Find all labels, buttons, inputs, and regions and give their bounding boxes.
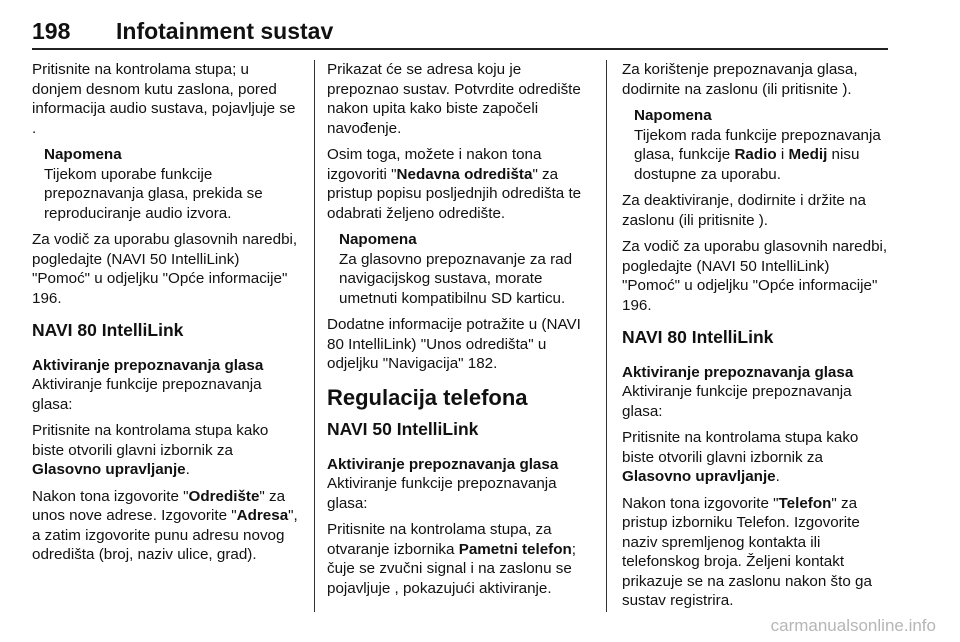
text-run: " za unos nove adrese. Izgovorite " xyxy=(32,487,286,524)
subheading: Aktiviranje prepoznavanja glasa xyxy=(622,363,854,381)
text-run: Nakon tona izgovorite " xyxy=(32,487,189,505)
bold-term: Adresa xyxy=(236,507,289,524)
paragraph: Aktiviranje funkcije prepoznavanja glasa: xyxy=(32,376,262,413)
bold-term: Nedavna odredišta xyxy=(396,165,533,183)
paragraph xyxy=(622,494,890,611)
paragraph: Za korištenje prepoznavanja glasa, dodirnite na zaslonu (ili pritisnite ). xyxy=(622,61,858,98)
paragraph xyxy=(32,487,298,565)
bold-term: Medij xyxy=(788,146,828,163)
text-run: . xyxy=(185,461,190,478)
text-run: Pritisnite na kontrolama stupa kako biste otvorili glavni izbornik za xyxy=(622,429,859,466)
paragraph: Aktiviranje funkcije prepoznavanja glasa: xyxy=(622,383,852,420)
note-title: Napomena xyxy=(44,146,122,163)
note-box xyxy=(32,145,298,223)
paragraph: Dodatne informacije potražite u (NAVI 80 IntelliLink) "Unos odredišta" u odjeljku "Navigacija" 182. xyxy=(327,316,581,372)
paragraph: Pritisnite na kontrolama stupa; u donjem desnom kutu zaslona, pored informacija audio sustava, pojavljuje se . xyxy=(32,61,296,137)
column-right xyxy=(622,60,890,618)
chapter-heading: Regulacija telefona xyxy=(327,384,528,410)
column-middle xyxy=(327,60,595,605)
note-text: Tijekom uporabe funkcije prepoznavanja glasa, prekida se reproduciranje audio izvora. xyxy=(44,165,263,222)
note-title: Napomena xyxy=(339,231,417,248)
paragraph: Prikazat će se adresa koju je prepoznao sustav. Potvrdite odredište nakon upita kako biste započeli navođenje. xyxy=(327,61,581,137)
text-run: . xyxy=(775,468,780,485)
paragraph: Za deaktiviranje, dodirnite i držite na zaslonu (ili pritisnite ). xyxy=(622,192,866,229)
section-heading: NAVI 80 IntelliLink xyxy=(622,327,774,347)
bold-term: Radio xyxy=(734,146,777,163)
text-run: i xyxy=(776,146,789,163)
bold-term: Telefon xyxy=(778,494,832,512)
bold-term: Glasovno upravljanje xyxy=(622,468,776,485)
text-run: nisu dostupne za uporabu. xyxy=(634,146,860,183)
bold-term: Glasovno upravljanje xyxy=(32,461,186,478)
bold-term: Pametni telefon xyxy=(458,540,572,558)
text-run: ", a zatim izgovorite punu adresu novog odredišta (broj, naziv ulice, grad). xyxy=(32,507,298,563)
text-run: Pritisnite na kontrolama stupa, za otvaranje izbornika xyxy=(327,521,552,558)
note-text xyxy=(634,127,881,183)
paragraph: Za vodič za uporabu glasovnih naredbi, pogledajte (NAVI 50 IntelliLink) "Pomoć" u odjeljku "Opće informacije" 196. xyxy=(32,231,298,307)
section-heading: NAVI 50 IntelliLink xyxy=(327,419,479,439)
section-heading: NAVI 80 IntelliLink xyxy=(32,320,184,340)
text-run: Tijekom rada funkcije prepoznavanja glasa, funkcije xyxy=(634,126,881,163)
subheading: Aktiviranje prepoznavanja glasa xyxy=(327,455,559,473)
subheading: Aktiviranje prepoznavanja glasa xyxy=(32,356,264,374)
column-divider xyxy=(606,60,607,612)
paragraph xyxy=(327,145,595,223)
note-box xyxy=(622,106,890,184)
note-title: Napomena xyxy=(634,107,712,124)
column-divider xyxy=(314,60,315,612)
note-box xyxy=(327,230,595,308)
text-run: " za pristup popisu posljednjih odredišta te odabrati željeno odredište. xyxy=(327,165,582,222)
column-left xyxy=(32,60,298,572)
text-run: Osim toga, možete i nakon tona izgovoriti " xyxy=(327,146,542,183)
page-number: 198 xyxy=(32,18,71,44)
watermark: carmanualsonline.info xyxy=(770,616,936,635)
paragraph: Za vodič za uporabu glasovnih naredbi, pogledajte (NAVI 50 IntelliLink) "Pomoć" u odjeljku "Opće informacije" 196. xyxy=(622,238,888,314)
page-header xyxy=(32,18,928,50)
paragraph xyxy=(327,520,595,598)
header-rule xyxy=(32,48,888,50)
bold-term: Odredište xyxy=(188,487,260,505)
paragraph: Aktiviranje funkcije prepoznavanja glasa: xyxy=(327,475,557,512)
text-run: Pritisnite na kontrolama stupa kako biste otvorili glavni izbornik za xyxy=(32,422,269,459)
text-run: " za pristup izborniku Telefon. Izgovorite naziv spremljenog kontakta ili telefonskog broja. Željeni kontakt prikazuje se na zaslonu nakon što ga sustav registrira. xyxy=(622,494,872,609)
text-run: ; čuje se zvučni signal i na zaslonu se pojavljuje , pokazujući aktiviranje. xyxy=(327,540,577,597)
paragraph xyxy=(32,421,298,480)
note-text: Za glasovno prepoznavanje za rad navigacijskog sustava, morate umetnuti kompatibilnu SD karticu. xyxy=(339,250,573,307)
running-title: Infotainment sustav xyxy=(116,18,334,44)
paragraph xyxy=(622,428,890,487)
text-run: Nakon tona izgovorite " xyxy=(622,494,779,512)
